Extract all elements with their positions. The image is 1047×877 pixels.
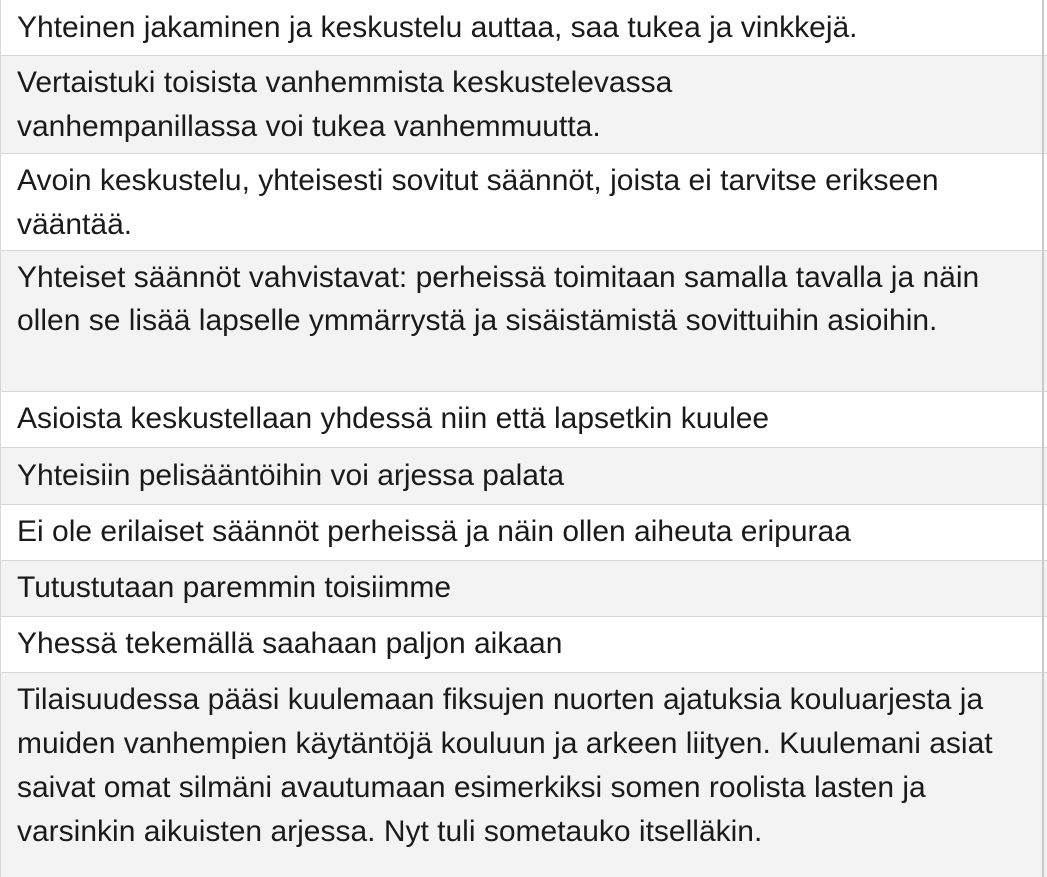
table-cell: Avoin keskustelu, yhteisesti sovitut säännöt, joista ei tarvitse erikseen vääntää. [17,164,939,241]
table-cell: Asioista keskustellaan yhdessä niin että lapsetkin kuulee [17,402,770,435]
table-cell: Yhteisiin pelisääntöihin voi arjessa palata [17,459,565,492]
table-cell: Tilaisuudessa pääsi kuulemaan fiksujen nuorten ajatuksia kouluarjesta ja muiden vanhempien käytäntöjä kouluun ja arkeen liityen. Kuulemani asiat saivat omat silmäni avautumaan esimerkiksi somen roolista lasten ja varsinkin aikuisten arjessa. Nyt tuli sometauko itselläkin. [17,683,993,848]
table-row [0,561,1047,617]
table-row [0,505,1047,561]
table-row [0,392,1047,448]
table-row [0,0,1047,56]
table-row [0,154,1047,251]
table-cell: Tutustutaan paremmin toisiimme [17,571,452,604]
scroll-edge [1042,0,1044,877]
table-row [0,673,1047,877]
table-row [0,251,1047,392]
table-row [0,448,1047,505]
table-row [0,56,1047,154]
table-cell: Vertaistuki toisista vanhemmista keskustelevassa vanhempanillassa voi tukea vanhemmuutta. [17,66,673,143]
table-cell: Yhteiset säännöt vahvistavat: perheissä toimitaan samalla tavalla ja näin ollen se lisää lapselle ymmärrystä ja sisäistämistä sovittuihin asioihin. [17,261,980,337]
table-cell: Ei ole erilaiset säännöt perheissä ja näin ollen aiheuta eripuraa [17,515,851,548]
table-cell: Yhessä tekemällä saahaan paljon aikaan [17,627,563,660]
table-cell: Yhteinen jakaminen ja keskustelu auttaa, saa tukea ja vinkkejä. [17,11,858,44]
table-row [0,617,1047,673]
